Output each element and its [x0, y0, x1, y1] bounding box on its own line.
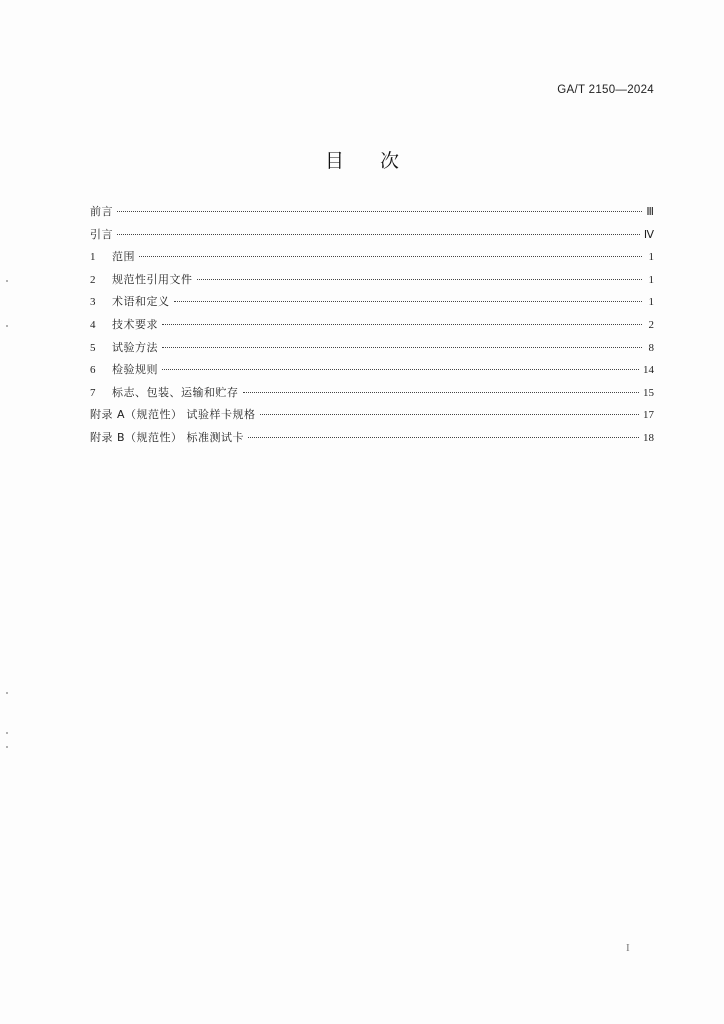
- dot-leader: [174, 301, 643, 302]
- toc-page-number: 1: [648, 296, 654, 309]
- scan-artifact: [6, 746, 8, 748]
- toc-entry-terms[interactable]: [90, 293, 654, 316]
- toc-entry-test-methods[interactable]: [90, 339, 654, 362]
- toc-entry-introduction[interactable]: [90, 226, 654, 249]
- toc-label: 范围: [112, 250, 135, 264]
- toc-section-number: 2: [90, 273, 96, 286]
- dot-leader: [139, 256, 642, 257]
- toc-label: 附录 B（规范性） 标准测试卡: [90, 430, 245, 444]
- dot-leader: [117, 211, 642, 212]
- toc-label: 附录 A（规范性） 试验样卡规格: [90, 408, 256, 422]
- table-of-contents: [90, 203, 654, 452]
- toc-label: 规范性引用文件: [112, 272, 193, 286]
- toc-label: 术语和定义: [112, 295, 170, 309]
- toc-section-number: 4: [90, 318, 96, 331]
- toc-label: 技术要求: [112, 317, 158, 331]
- toc-entry-normative-references[interactable]: [90, 271, 654, 294]
- page-number: I: [626, 942, 630, 954]
- toc-label: 检验规则: [112, 363, 158, 377]
- toc-page-number: 8: [648, 341, 654, 354]
- toc-label: 标志、包装、运输和贮存: [112, 385, 239, 399]
- toc-entry-foreword[interactable]: [90, 203, 654, 226]
- dot-leader: [243, 392, 640, 393]
- page-title: 目次: [324, 150, 435, 172]
- scan-artifact: [6, 280, 8, 282]
- toc-page-number: 1: [648, 251, 654, 264]
- toc-section-number: 3: [90, 296, 96, 309]
- toc-page-number: 1: [648, 273, 654, 286]
- dot-leader: [117, 234, 640, 235]
- toc-entry-scope[interactable]: [90, 248, 654, 271]
- scan-artifact: [6, 732, 8, 734]
- toc-page-number: 2: [648, 318, 654, 331]
- toc-entry-technical-requirements[interactable]: [90, 316, 654, 339]
- toc-section-number: 1: [90, 251, 96, 264]
- standard-code: GA/T 2150—2024: [557, 84, 654, 96]
- dot-leader: [197, 279, 643, 280]
- toc-page-number: Ⅳ: [643, 228, 654, 241]
- toc-page-number: 15: [643, 386, 654, 399]
- toc-section-number: 6: [90, 364, 96, 377]
- toc-page-number: 18: [643, 431, 654, 444]
- toc-entry-annex-b[interactable]: [90, 429, 654, 452]
- dot-leader: [162, 324, 642, 325]
- dot-leader: [162, 369, 639, 370]
- toc-page-number: 14: [643, 364, 654, 377]
- toc-page-number: 17: [643, 409, 654, 422]
- scan-artifact: [6, 692, 8, 694]
- dot-leader: [248, 437, 639, 438]
- toc-label: 前言: [90, 205, 113, 218]
- toc-label: 试验方法: [112, 340, 158, 354]
- toc-section-number: 5: [90, 341, 96, 354]
- toc-entry-marking-packaging[interactable]: [90, 384, 654, 407]
- toc-label: 引言: [90, 227, 113, 241]
- scan-artifact: [6, 325, 8, 327]
- dot-leader: [260, 414, 639, 415]
- dot-leader: [162, 347, 642, 348]
- toc-section-number: 7: [90, 386, 96, 399]
- toc-page-number: Ⅲ: [646, 206, 654, 218]
- toc-entry-inspection-rules[interactable]: [90, 361, 654, 384]
- toc-entry-annex-a[interactable]: [90, 406, 654, 429]
